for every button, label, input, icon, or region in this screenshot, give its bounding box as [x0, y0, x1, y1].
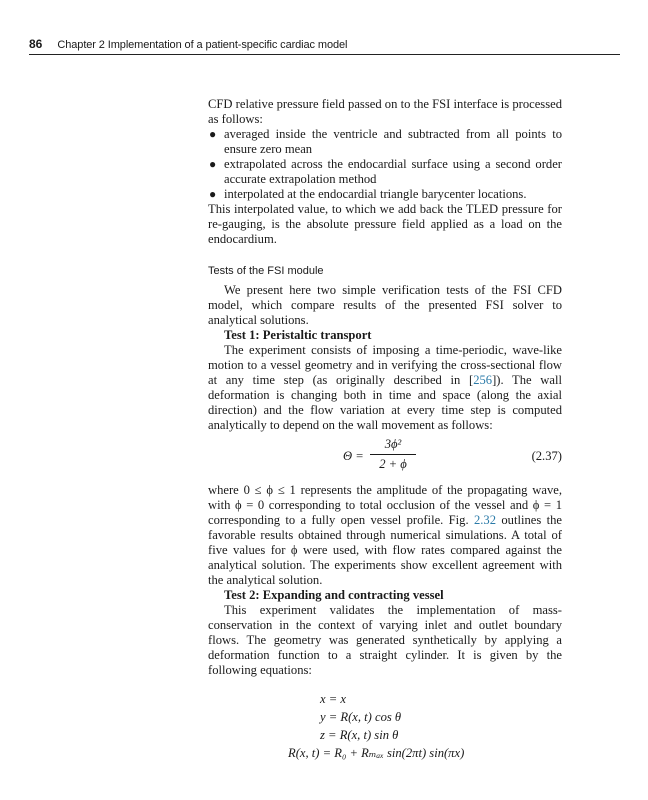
- equation-number: (2.37): [531, 449, 562, 463]
- section-intro-paragraph: We present here two simple verification tests of the FSI CFD model, which compare results of the presented FSI solver to analytical solutions.: [208, 283, 562, 327]
- list-item: ● averaged inside the ventricle and subtracted from all points to ensure zero mean: [209, 127, 562, 156]
- equation-fraction: [370, 437, 416, 472]
- running-header: [29, 37, 620, 51]
- chapter-title: Chapter 2 Implementation of a patient-specific cardiac model: [57, 39, 348, 51]
- equation-z: z = R(x, t) sin θ: [320, 728, 399, 742]
- fraction-bar: [370, 454, 416, 455]
- citation-link[interactable]: 256: [473, 373, 493, 387]
- fraction-denominator: 2 + ϕ: [379, 457, 407, 471]
- list-item: ● interpolated at the endocardial triangle barycenter locations.: [209, 187, 527, 201]
- equation-y: y = R(x, t) cos θ: [320, 710, 402, 724]
- figure-link[interactable]: 2.32: [473, 513, 497, 527]
- list-item: ● extrapolated across the endocardial surface using a second order accurate extrapolation method: [209, 157, 562, 186]
- bullet-icon: ●: [209, 157, 217, 171]
- bullet-icon: ●: [209, 187, 217, 201]
- equation-lhs: Θ =: [343, 449, 364, 463]
- test2-paragraph: This experiment validates the implementation of mass-conservation in the context of varying inlet and outlet boundary flows. The geometry was generated synthetically by applying a deformation function to a straight cylinder. It is given by the following equations:: [208, 603, 562, 677]
- test1-heading: Test 1: Peristaltic transport: [224, 328, 372, 342]
- header-rule: [29, 54, 620, 55]
- test1-results-paragraph: where 0 ≤ ϕ ≤ 1 represents the amplitude of the propagating wave, with ϕ = 0 corresponding to total occlusion of the vessel and ϕ = 1 corresponding to a fully open vessel profile. Fig. 2.32 outlines the favorable results obtained through numerical simulations. A total of five values for ϕ were used, with flow rates compared against the analytical solution. The experiments show excellent agreement with the analytical solution.: [208, 483, 563, 587]
- geometry-equations: [208, 692, 562, 767]
- intro-paragraph: CFD relative pressure field passed on to the FSI interface is processed as follows:: [208, 97, 562, 126]
- bullet-icon: ●: [209, 127, 217, 141]
- equation-2-37: [208, 437, 562, 477]
- section-heading: Tests of the FSI module: [208, 265, 324, 277]
- processing-steps-list: [208, 127, 562, 202]
- test2-heading: Test 2: Expanding and contracting vessel: [224, 588, 444, 602]
- after-list-paragraph: This interpolated value, to which we add back the TLED pressure for re-gauging, is the absolute pressure field applied as a load on the endocardium.: [208, 202, 562, 246]
- test1-paragraph: The experiment consists of imposing a time-periodic, wave-like motion to a vessel geometry and in verifying the cross-sectional flow at any time step (as originally described in [256]). The wall deformation is changing both in time and space (along the axial direction) and the flow variation at every time step is computed analytically to depend on the wall movement as follows:: [208, 343, 562, 432]
- fraction-numerator: 3ϕ²: [384, 437, 402, 451]
- equation-radius: R(x, t) = R₀ + Rₘₐₓ sin(2πt) sin(πx): [288, 746, 465, 760]
- page-number: 86: [29, 37, 43, 51]
- page-body: [208, 97, 562, 767]
- equation-x: x = x: [320, 692, 346, 706]
